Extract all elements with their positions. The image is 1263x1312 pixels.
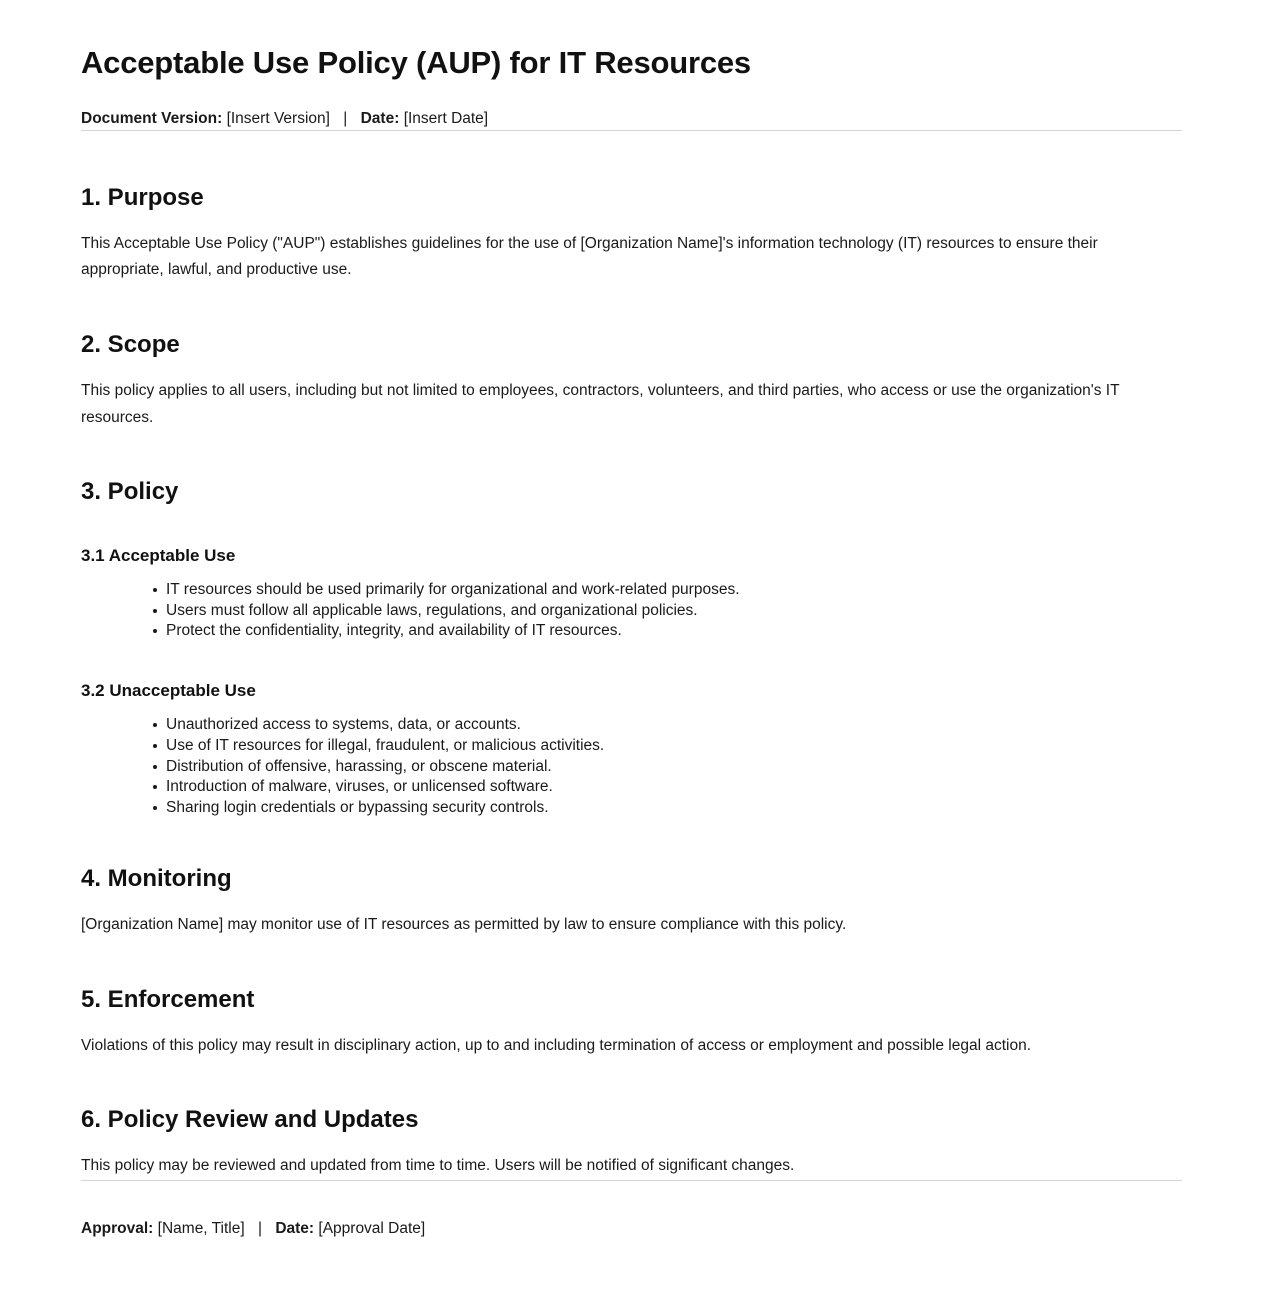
document-date-label: Date: <box>360 109 400 127</box>
section-heading-scope: 2. Scope <box>81 331 180 359</box>
bullet-list-unacceptable-use <box>81 715 1182 818</box>
approval-block <box>81 1217 1182 1240</box>
subsection-acceptable-use <box>81 545 1182 642</box>
subsection-unacceptable-use <box>81 680 1182 818</box>
section-heading-enforcement: 5. Enforcement <box>81 985 255 1013</box>
document-meta <box>81 107 1182 130</box>
subsection-heading-unacceptable-use: 3.2 Unacceptable Use <box>81 681 256 701</box>
bullet-list-acceptable-use <box>81 580 1182 642</box>
section-monitoring <box>81 865 1182 938</box>
section-scope <box>81 331 1182 431</box>
subsection-heading-acceptable-use: 3.1 Acceptable Use <box>81 546 236 566</box>
section-body-scope: This policy applies to all users, including but not limited to employees, contractors, volunteers, and third parties, who access or use the organization's IT resources. <box>81 381 1120 426</box>
page-title: Acceptable Use Policy (AUP) for IT Resources <box>81 45 751 80</box>
document-version-value: [Insert Version] <box>226 109 330 127</box>
section-body-enforcement: Violations of this policy may result in disciplinary action, up to and including termination of access or employment and possible legal action. <box>81 1036 1032 1054</box>
section-heading-policy: 3. Policy <box>81 478 179 506</box>
document-version-label: Document Version: <box>81 109 223 127</box>
list-item: Users must follow all applicable laws, regulations, and organizational policies. <box>153 601 1182 622</box>
section-body-purpose: This Acceptable Use Policy ("AUP") establishes guidelines for the use of [Organization Name]'s information technology (IT) resources to ensure their appropriate, lawful, and productive use. <box>81 234 1098 279</box>
header-divider <box>81 130 1182 131</box>
approval-date-value: [Approval Date] <box>318 1219 426 1237</box>
list-item: IT resources should be used primarily for organizational and work-related purposes. <box>153 580 1182 601</box>
approval-date-label: Date: <box>275 1219 315 1237</box>
section-body-monitoring: [Organization Name] may monitor use of IT resources as permitted by law to ensure compliance with this policy. <box>81 916 847 934</box>
list-item: Distribution of offensive, harassing, or obscene material. <box>153 757 1182 778</box>
list-item: Protect the confidentiality, integrity, and availability of IT resources. <box>153 621 1182 642</box>
section-heading-policy-review: 6. Policy Review and Updates <box>81 1106 419 1134</box>
section-body-policy-review: This policy may be reviewed and updated from time to time. Users will be notified of significant changes. <box>81 1157 795 1175</box>
approval-label: Approval: <box>81 1219 154 1237</box>
footer-divider <box>81 1180 1182 1181</box>
list-item: Unauthorized access to systems, data, or accounts. <box>153 715 1182 736</box>
section-policy-review <box>81 1106 1182 1179</box>
list-item: Introduction of malware, viruses, or unlicensed software. <box>153 777 1182 798</box>
section-purpose <box>81 184 1182 284</box>
section-policy <box>81 478 1182 818</box>
approval-value: [Name, Title] <box>157 1219 245 1237</box>
section-heading-monitoring: 4. Monitoring <box>81 865 232 893</box>
section-heading-purpose: 1. Purpose <box>81 184 204 211</box>
list-item: Sharing login credentials or bypassing security controls. <box>153 798 1182 819</box>
document-date-value: [Insert Date] <box>403 109 489 127</box>
list-item: Use of IT resources for illegal, fraudulent, or malicious activities. <box>153 736 1182 757</box>
approval-separator: | <box>257 1219 262 1237</box>
section-enforcement <box>81 986 1182 1059</box>
meta-separator: | <box>343 109 348 127</box>
